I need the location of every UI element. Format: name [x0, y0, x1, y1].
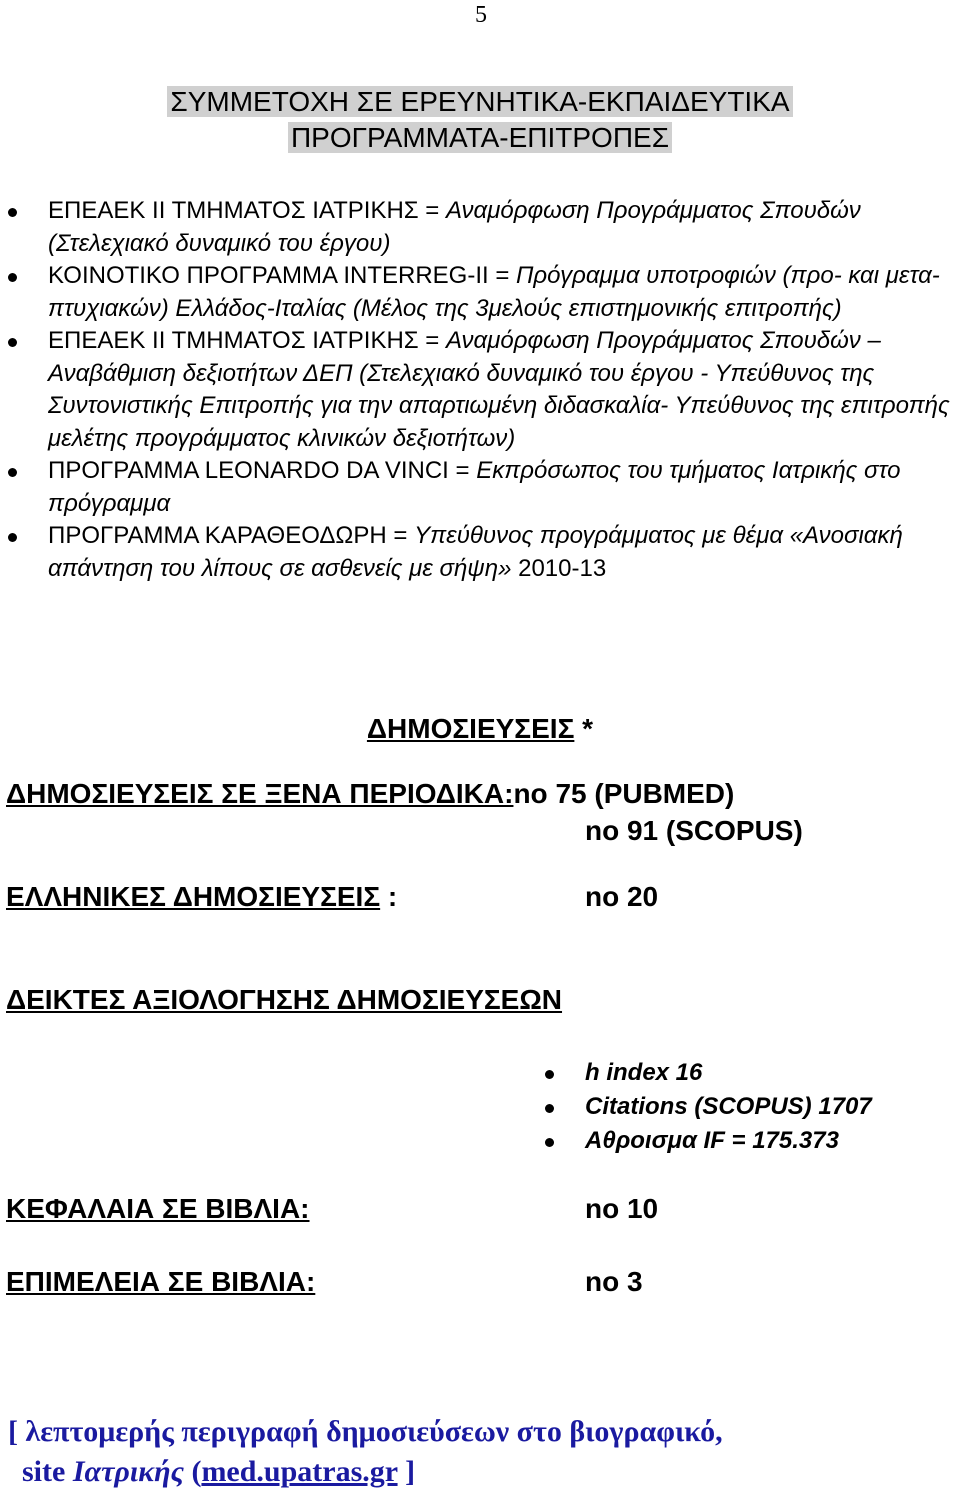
index-item: Citations (SCOPUS) 1707	[545, 1090, 872, 1124]
bullet-icon	[8, 208, 17, 217]
site-link[interactable]: med.upatras.gr	[201, 1455, 398, 1488]
program-item: ΕΠΕΑΕΚ ΙΙ ΤΜΗΜΑΤΟΣ ΙΑΤΡΙΚΗΣ = Αναμόρφωση Προγράμματος Σπουδών – Αναβάθμιση δεξιοτήτων ΔΕΠ (Στελεχιακό δυναμικό του έργου - Υπεύθυνος της Συντονιστικής Επιτροπής για την απαρτιωμένη διδασκαλία- Υπεύθυνος της επιτροπής μελέτης προγράμματος κλινικών δεξιοτήτων)	[8, 325, 953, 455]
publications-heading: ΔΗΜΟΣΙΕΥΣΕΙΣ *	[366, 713, 594, 744]
book-chapters-value: no 10	[585, 1193, 659, 1224]
book-chapters-label: ΚΕΦΑΛΑΙΑ ΣΕ ΒΙΒΛΙΑ:	[6, 1193, 310, 1224]
indices-heading: ΔΕΙΚΤΕΣ ΑΞΙΟΛΟΓΗΣΗΣ ΔΗΜΟΣΙΕΥΣΕΩΝ	[6, 984, 563, 1015]
bullet-icon	[8, 468, 17, 477]
bullet-icon	[8, 338, 17, 347]
section-title-line1: ΣΥΜΜΕΤΟΧΗ ΣΕ ΕΡΕΥΝΗΤΙΚΑ-ΕΚΠΑΙΔΕΥΤΙΚΑ	[0, 84, 960, 120]
bullet-icon	[8, 533, 17, 542]
index-item: Αθροισμα IF = 175.373	[545, 1124, 872, 1158]
program-item: ΚΟΙΝΟΤΙΚΟ ΠΡΟΓΡΑΜΜΑ INTERREG-II = Πρόγραμμα υποτροφιών (προ- και μετα-πτυχιακών) Ελλάδος-Ιταλίας (Μέλος της 3μελούς επιστημονικής επιτροπής)	[8, 260, 953, 325]
bullet-icon	[545, 1070, 554, 1079]
bullet-icon	[545, 1104, 554, 1113]
footer-line1: [ λεπτομερής περιγραφή δημοσιεύσεων στο βιογραφικό,	[8, 1415, 723, 1448]
index-item: h index 16	[545, 1056, 872, 1090]
bullet-icon	[545, 1138, 554, 1147]
foreign-scopus: no 91 (SCOPUS)	[585, 815, 803, 846]
page-number: 5	[475, 2, 487, 28]
programs-list	[8, 195, 953, 585]
book-editing-value: no 3	[585, 1266, 643, 1297]
section-title-line2: ΠΡΟΓΡΑΜΜΑΤΑ-ΕΠΙΤΡΟΠΕΣ	[0, 120, 960, 156]
footer-line2: site Ιατρικής (med.upatras.gr ]	[22, 1455, 416, 1488]
program-item: ΠΡΟΓΡΑΜΜΑ LEONARDO DA VINCI = Εκπρόσωπος του τμήματος Ιατρικής στο πρόγραμμα	[8, 455, 953, 520]
greek-publications-value: no 20	[585, 881, 659, 912]
indices-list	[545, 1056, 872, 1158]
book-editing-label: ΕΠΙΜΕΛΕΙΑ ΣΕ ΒΙΒΛΙΑ:	[6, 1266, 316, 1297]
bullet-icon	[8, 273, 17, 282]
greek-publications: ΕΛΛΗΝΙΚΕΣ ΔΗΜΟΣΙΕΥΣΕΙΣ :	[6, 881, 398, 912]
program-item: ΠΡΟΓΡΑΜΜΑ ΚΑΡΑΘΕΟΔΩΡΗ = Υπεύθυνος προγράμματος με θέμα «Ανοσιακή απάντηση του λίπους σε ασθενείς με σήψη» 2010-13	[8, 520, 953, 585]
program-item: ΕΠΕΑΕΚ ΙΙ ΤΜΗΜΑΤΟΣ ΙΑΤΡΙΚΗΣ = Αναμόρφωση Προγράμματος Σπουδών (Στελεχιακό δυναμικό του έργου)	[8, 195, 953, 260]
foreign-publications: ΔΗΜΟΣΙΕΥΣΕΙΣ ΣΕ ΞΕΝΑ ΠΕΡΙΟΔΙΚΑ:no 75 (PUBMED)	[6, 778, 735, 809]
